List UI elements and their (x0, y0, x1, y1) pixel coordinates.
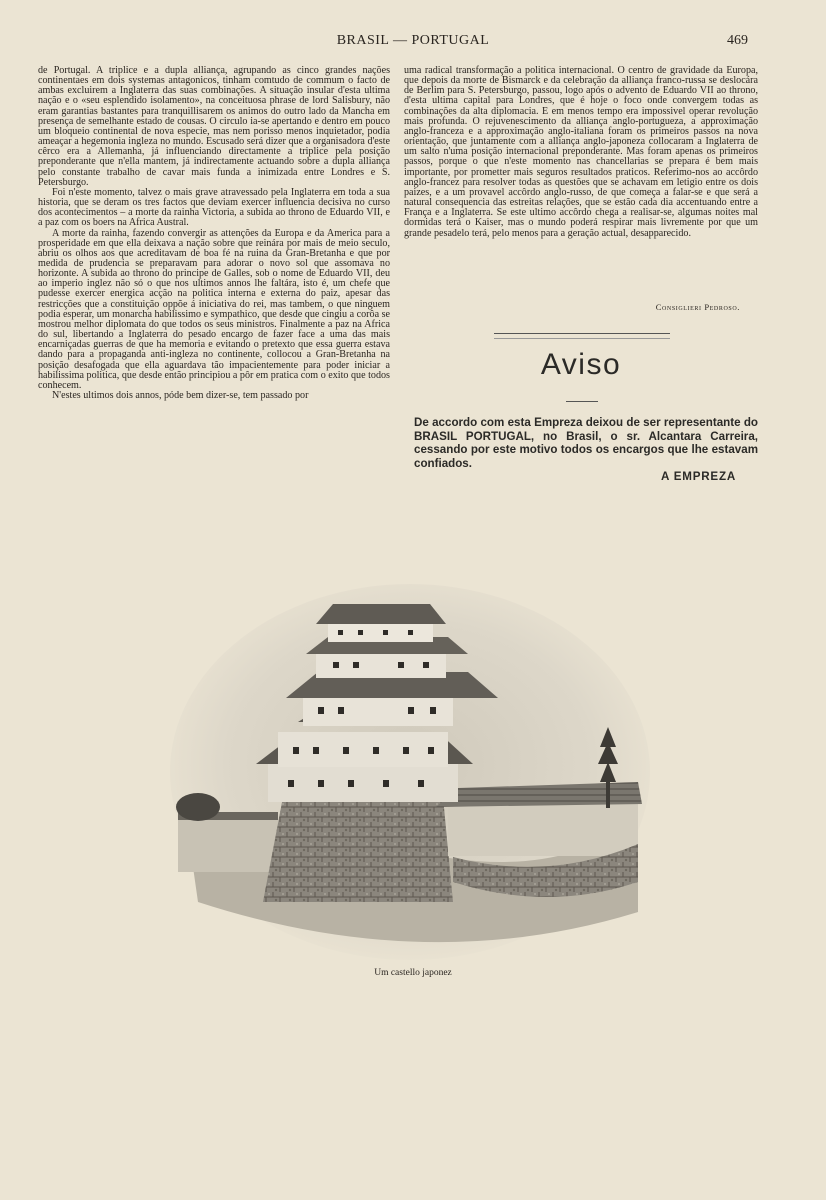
article-paragraph: de Portugal. A triplice e a dupla alliança, agrupando as cinco grandes nações continentaes em dois systemas antagonicos, tinham comtudo de commum o facto de ambas excluirem a Inglaterra das suas combinações. A situação insular d'esta ultima nação e o «seu esplendido isolamento», na conceituosa phrase de lord Salisbury, não eram garantias bastantes para tranquillisarem os animos do outro lado da Mancha em presença de semelhante estado de cousas. O circulo ia-se apertando e dentro em pouco um bloqueio continental de nova especie, mas nem porisso menos inquietador, podia ameaçar a hegemonia ingleza no mundo. Escusado será dizer que a organisadora d'este cêrco era a Allemanha, já influenciando directamente a triplice pela posição preponderante que n'ella mantem, já indirectamente actuando sobre a dupla alliança pelo constante trabalho de cavar mais funda a inimizada entre Londres e S. Petersburgo. (38, 65, 390, 188)
left-article-column (38, 66, 390, 401)
right-article-column (404, 66, 758, 239)
article-paragraph: Foi n'este momento, talvez o mais grave atravessado pela Inglaterra em toda a sua historia, que se deram os tres factos que deviam exercer influencia decisiva no curso dos acontecimentos – a morte da rainha Victoria, a subida ao throno de Eduardo VII, e a paz com os boers na Africa Austral. (38, 186, 390, 229)
article-paragraph: N'estes ultimos dois annos, póde bem dizer-se, tem passado por (52, 390, 309, 401)
stone-base (263, 797, 453, 902)
bush (176, 793, 220, 821)
divider (494, 333, 670, 334)
aviso-notice: De accordo com esta Empreza deixou de ser representante do BRASIL PORTUGAL, no Brasil, o sr. Alcantara Carreira, cessando por este motivo todos os encargos que lhe estavam confiados. (414, 416, 758, 470)
divider (494, 338, 670, 339)
page-number: 469 (727, 33, 748, 48)
castle-tier-1 (268, 762, 458, 802)
divider (566, 401, 598, 402)
article-paragraph: A morte da rainha, fazendo convergir as attenções da Europa e da America para a prosperidade em que ella deixava a nação sobre que reinára por mais de meio seculo, abriu os olhos aos que acreditavam de boa fé na ruina da Gran-Bretanha e que por medida de prudencia se preparavam para adorar o novo sol que assomava no horizonte. A subida ao throno do principe de Galles, sob o nome de Eduardo VII, deu ao imperio inglez não só o que nos ultimos annos lhe faltára, isto é, um chefe que pudesse exercer energica acção na politica interna e externa do paiz, apesar das restricções que a constituição oppõe á iniciativa do rei, mas tambem, o que ninguem podia esperar, um monarcha habilissimo e sympathico, que desde que cingiu a corôa se mostrou melhor diplomata do que todos os seus ministros. Finalmente a paz na Africa do sul, libertando a Inglaterra do pesado encargo de fazer face a uma das mais encarniçadas guerras de que ha memoria e evitando o pretexto que essa guerra estava dando para a propaganda anti-ingleza no continente, collocou a Gran-Bretanha na posição desafogada que ella aguardava tão impacientemente para poder iniciar a habilissima politica, que desde então principiou a pôr em pratica com o exito que todos conhecem. (38, 227, 390, 391)
page-header (0, 33, 826, 53)
castle-tier-2 (278, 732, 448, 767)
outer-wall (178, 817, 278, 872)
castle-top-roof (316, 604, 446, 624)
article-signature: Consiglieri Pedroso. (655, 302, 740, 312)
aviso-heading: Aviso (540, 348, 622, 381)
page-title: BRASIL — PORTUGAL (336, 33, 490, 48)
pine-trunk (606, 780, 610, 808)
article-paragraph: uma radical transformação a politica internacional. O centro de gravidade da Europa, que depois da morte de Bismarck e da celebração da alliança franco-russa se deslocára de Berlim para S. Petersburgo, passou, logo após o advento de Eduardo VII ao throno, d'esta ultima capital para Londres, que é hoje o foco onde convergem todas as combinações da alta diplomacia. E em menos tempo era impossivel operar revolução mais profunda. O rejuvenescimento da alliança anglo-portugueza, a approximação anglo-franceza e a approximação anglo-italiana foram os primeiros passos na nova orientação, que juntamente com a alliança anglo-japoneza collocaram a Inglaterra de um salto n'uma posição internacional preponderante. Mas foram apenas os primeiros passos, porque o que n'este momento nas chancellarias se prepara é bem mais importante, por prometter mais seguros resultados praticos. Referimo-nos ao accôrdo anglo-francez para resolver todas as questões que se achavam em letigio entre os dois paizes, e a um provavel accôrdo anglo-russo, de que começa a falar-se e que será a natural consequencia das estreitas relações, que se estão cada dia accentuando entre a França e a Inglaterra. Se este ultimo accôrdo chega a realisar-se, algumas noites mal dormidas terá o Kaiser, mas o mundo poderá respirar mais livremente por que um grande pesadelo terá, pelo menos para a geração actual, desapparecido. (404, 65, 758, 239)
castle-tier-5 (328, 622, 433, 642)
japanese-castle-photo (168, 582, 652, 962)
figure-caption: Um castello japonez (374, 968, 452, 978)
annex-building (448, 804, 638, 856)
aviso-signature: A EMPREZA (660, 470, 736, 483)
